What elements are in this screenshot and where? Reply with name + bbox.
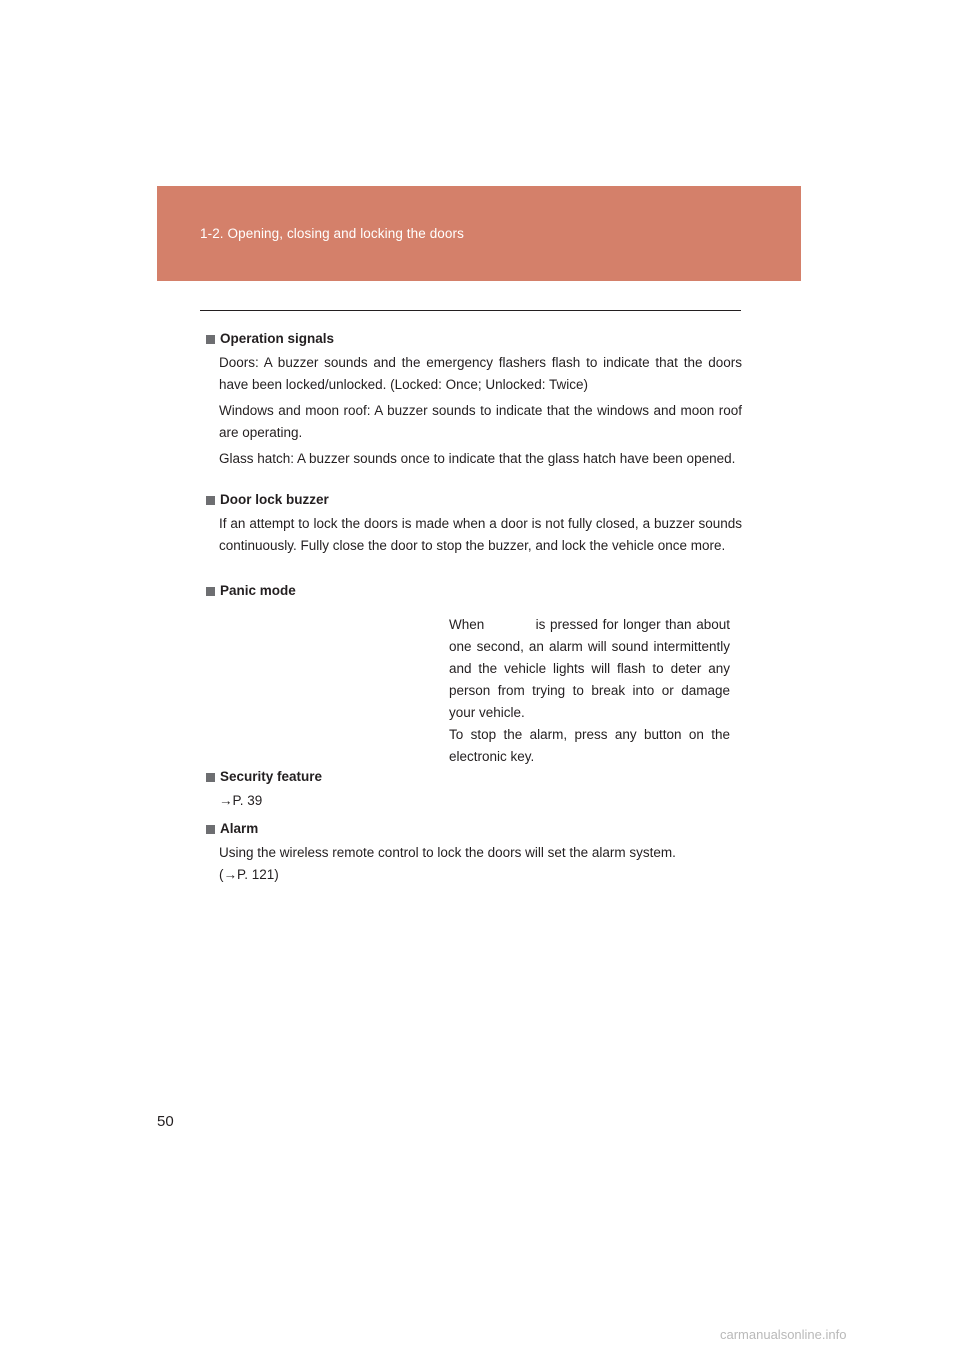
- operation-signals-heading: Operation signals: [220, 331, 335, 346]
- doors-signal-text: Doors: A buzzer sounds and the emergency flashers flash to indicate that the doors have been locked/unlocked. (Locked: Once; Unlocked: Twice): [219, 355, 742, 392]
- windows-signal-text: Windows and moon roof: A buzzer sounds to indicate that the windows and moon roof are operating.: [219, 403, 742, 440]
- door-lock-buzzer-heading: Door lock buzzer: [220, 492, 329, 507]
- watermark: carmanualsonline.info: [720, 1327, 847, 1342]
- alarm-heading: Alarm: [220, 821, 259, 836]
- door-lock-buzzer-section: [206, 491, 742, 557]
- section-divider: [200, 310, 741, 311]
- operation-signals-section: [206, 330, 742, 470]
- alarm-text: Using the wireless remote control to lock the doors will set the alarm system.: [219, 845, 676, 860]
- bullet-square-icon: [206, 496, 215, 505]
- alarm-reference: (→P. 121): [219, 867, 279, 882]
- glass-hatch-signal-text: Glass hatch: A buzzer sounds once to indicate that the glass hatch have been opened.: [219, 451, 736, 466]
- security-feature-reference: →P. 39: [219, 793, 263, 808]
- security-feature-section: [206, 768, 742, 812]
- panic-text-after-icon: is pressed for longer than about one second, an alarm will sound intermittently and the vehicle lights will flash to deter any person from trying to break into or damage your vehicle.: [449, 617, 730, 720]
- panic-text-before-icon: When: [449, 617, 485, 632]
- panic-mode-text: [449, 614, 730, 768]
- page-number: 50: [157, 1113, 174, 1130]
- bullet-square-icon: [206, 773, 215, 782]
- panic-button-icon: [489, 618, 531, 632]
- bullet-square-icon: [206, 335, 215, 344]
- bullet-square-icon: [206, 587, 215, 596]
- alarm-section: [206, 820, 742, 886]
- security-feature-heading: Security feature: [220, 769, 323, 784]
- panic-mode-section: [206, 582, 742, 600]
- panic-mode-heading: Panic mode: [220, 583, 296, 598]
- bullet-square-icon: [206, 825, 215, 834]
- door-lock-buzzer-text: If an attempt to lock the doors is made when a door is not fully closed, a buzzer sounds continuously. Fully close the door to stop the buzzer, and lock the vehicle once more.: [219, 516, 742, 553]
- chapter-title: 1-2. Opening, closing and locking the doors: [200, 226, 464, 241]
- panic-stop-text: To stop the alarm, press any button on the electronic key.: [449, 727, 730, 764]
